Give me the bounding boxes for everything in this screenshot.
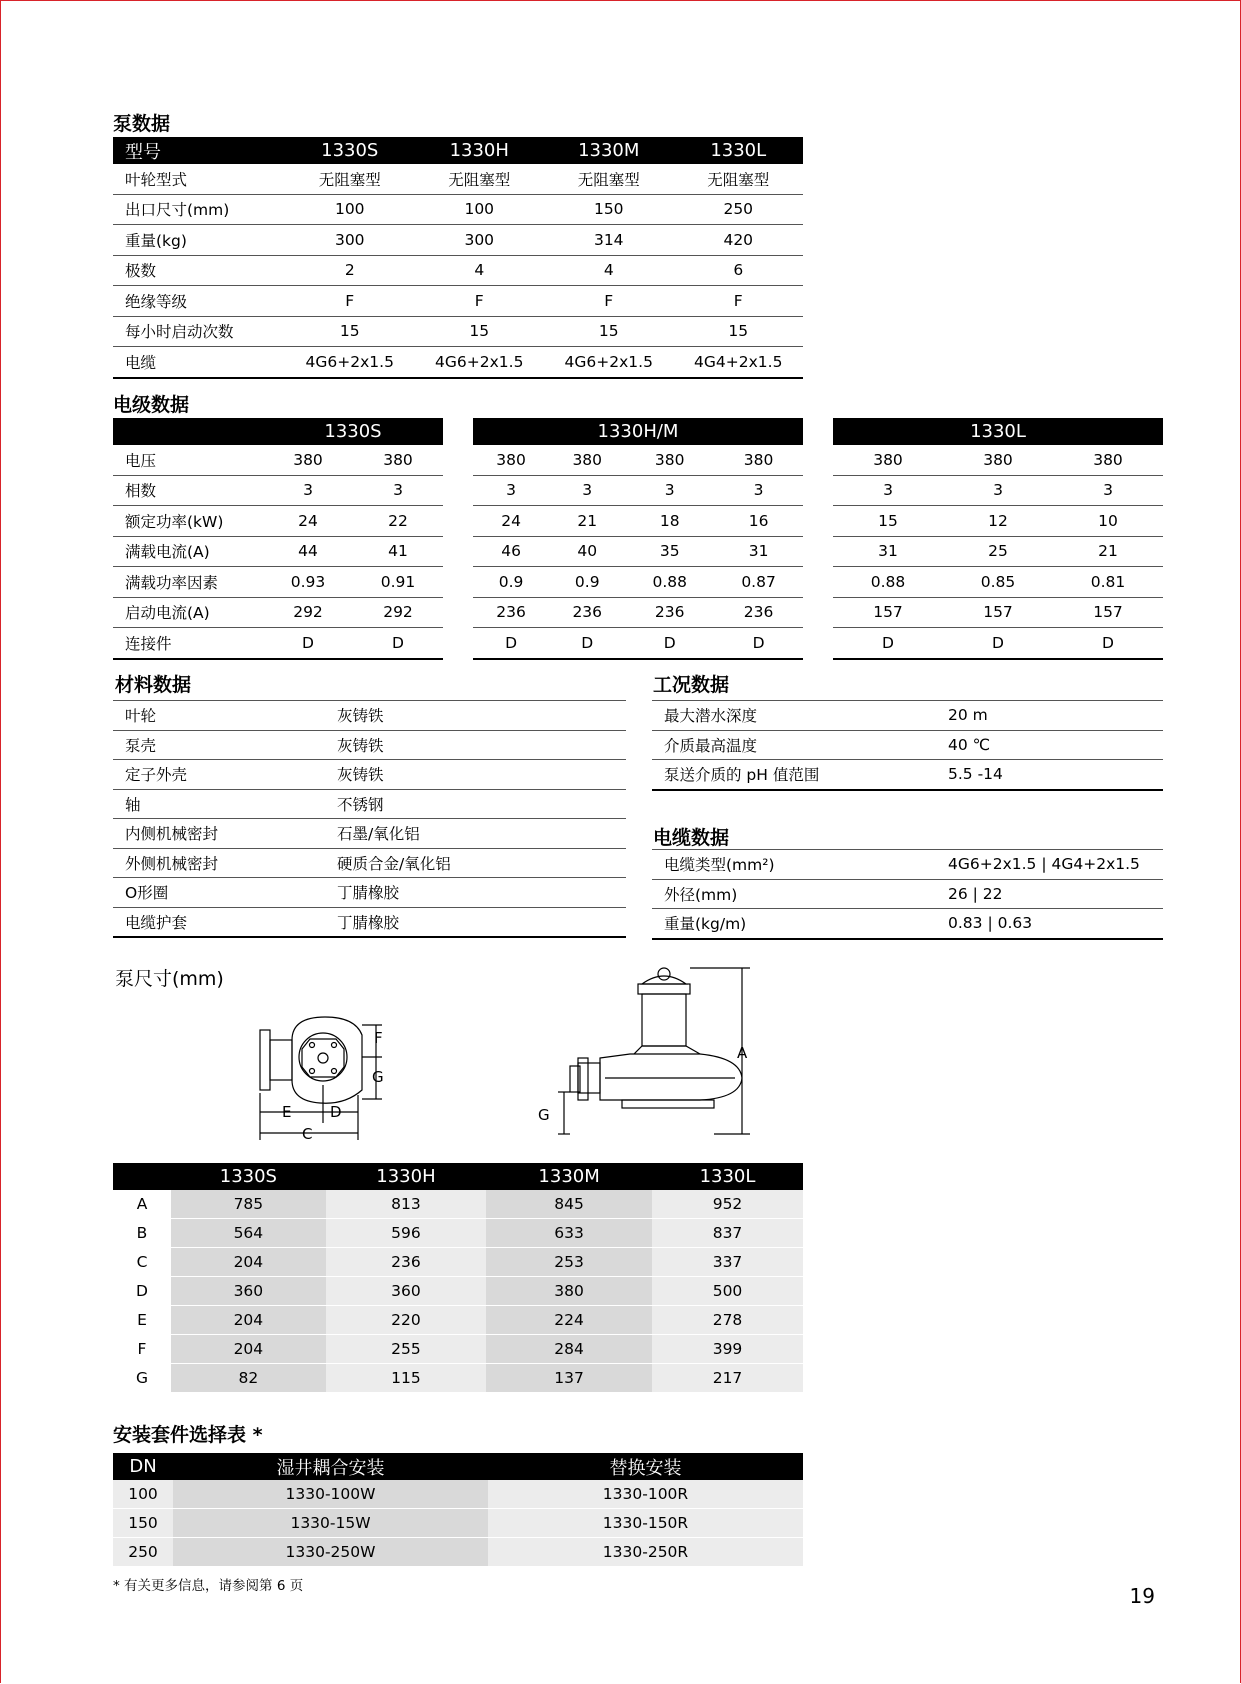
- table-cell: 157: [943, 597, 1053, 628]
- table-cell: 137: [486, 1364, 652, 1393]
- table-cell: 4: [415, 255, 545, 286]
- row-label: 极数: [113, 255, 285, 286]
- table-cell: 115: [326, 1364, 486, 1393]
- model-col: 1330S: [285, 137, 415, 164]
- table-cell: 12: [943, 506, 1053, 537]
- table-cell: 845: [486, 1190, 652, 1219]
- dimensions-title: 泵尺寸(mm): [115, 968, 224, 990]
- table-cell: 15: [833, 506, 943, 537]
- table-cell: 255: [326, 1335, 486, 1364]
- row-label: G: [113, 1364, 171, 1393]
- row-label: F: [113, 1335, 171, 1364]
- table-row: [113, 225, 803, 256]
- table-cell: D: [353, 628, 443, 659]
- table-cell: 4: [544, 255, 674, 286]
- table-cell: 3: [943, 475, 1053, 506]
- row-value: 20 m: [936, 701, 1163, 731]
- dim-label-g: G: [538, 1106, 550, 1124]
- table-cell: 15: [674, 316, 804, 347]
- row-label: 重量(kg/m): [652, 909, 936, 939]
- table-cell: 150: [544, 194, 674, 225]
- table-cell: 24: [473, 506, 549, 537]
- row-value: 0.83 | 0.63: [936, 909, 1163, 939]
- table-row: [113, 567, 443, 598]
- table-row: [113, 628, 443, 659]
- replacement-header: 替换安装: [488, 1453, 803, 1480]
- row-label: 电缆护套: [113, 907, 325, 937]
- table-cell: 157: [833, 597, 943, 628]
- table-cell: 596: [326, 1219, 486, 1248]
- dim-label-a: A: [737, 1044, 748, 1062]
- table-cell: 24: [263, 506, 353, 537]
- row-label: 相数: [113, 475, 263, 506]
- table-cell: 16: [714, 506, 803, 537]
- row-label: B: [113, 1219, 171, 1248]
- table-cell: 380: [833, 445, 943, 475]
- row-label: 出口尺寸(mm): [113, 194, 285, 225]
- table-cell: 236: [549, 597, 625, 628]
- electric-header: 1330L: [833, 418, 1163, 445]
- table-cell: D: [549, 628, 625, 659]
- row-label: 满载功率因素: [113, 567, 263, 598]
- footnote: * 有关更多信息，请参阅第 6 页: [113, 1578, 304, 1594]
- table-row: [833, 445, 1163, 475]
- table-row: [113, 475, 443, 506]
- table-row: [473, 475, 803, 506]
- model-col: 1330L: [674, 137, 804, 164]
- table-cell: F: [415, 286, 545, 317]
- table-row: [113, 701, 626, 731]
- table-cell: 300: [285, 225, 415, 256]
- wet-well-header: 湿井耦合安装: [173, 1453, 488, 1480]
- table-cell: 380: [353, 445, 443, 475]
- table-row: [113, 506, 443, 537]
- row-label: A: [113, 1190, 171, 1219]
- table-cell: 82: [171, 1364, 326, 1393]
- table-cell: 15: [285, 316, 415, 347]
- row-value: 5.5 -14: [936, 760, 1163, 790]
- row-label: 每小时启动次数: [113, 316, 285, 347]
- table-row: [113, 1248, 803, 1277]
- table-cell: 无阻塞型: [674, 164, 804, 194]
- electric-header: 1330H/M: [473, 418, 803, 445]
- table-row: [113, 1509, 803, 1538]
- row-label: 重量(kg): [113, 225, 285, 256]
- row-label: 满载电流(A): [113, 536, 263, 567]
- table-cell: 292: [353, 597, 443, 628]
- table-row: [113, 164, 803, 194]
- table-cell: 278: [652, 1306, 803, 1335]
- operating-table: [652, 700, 1163, 791]
- table-cell: 813: [326, 1190, 486, 1219]
- dim-label-c: C: [302, 1125, 313, 1143]
- dim-label-f: F: [374, 1029, 383, 1047]
- table-cell: 100: [415, 194, 545, 225]
- table-row: [113, 1190, 803, 1219]
- table-cell: 380: [549, 445, 625, 475]
- table-row: [473, 628, 803, 659]
- table-cell: 31: [714, 536, 803, 567]
- row-label: 泵壳: [113, 730, 325, 760]
- row-label: 绝缘等级: [113, 286, 285, 317]
- row-label: 泵送介质的 pH 值范围: [652, 760, 936, 790]
- model-header: 型号: [113, 137, 285, 164]
- table-row: [113, 445, 443, 475]
- table-cell: D: [1053, 628, 1163, 659]
- table-cell: 284: [486, 1335, 652, 1364]
- table-cell: 3: [714, 475, 803, 506]
- row-label: 介质最高温度: [652, 730, 936, 760]
- table-cell: 380: [943, 445, 1053, 475]
- cable-data-title: 电缆数据: [653, 827, 730, 849]
- table-row: [113, 789, 626, 819]
- table-cell: 224: [486, 1306, 652, 1335]
- table-row: [833, 536, 1163, 567]
- table-cell: 3: [1053, 475, 1163, 506]
- wet-well-cell: 1330-15W: [173, 1509, 488, 1538]
- table-row: [833, 567, 1163, 598]
- table-cell: 204: [171, 1335, 326, 1364]
- table-cell: 564: [171, 1219, 326, 1248]
- table-cell: 3: [263, 475, 353, 506]
- table-row: [833, 475, 1163, 506]
- electric-table-1330l: [833, 418, 1163, 660]
- replacement-cell: 1330-250R: [488, 1538, 803, 1567]
- table-row: [652, 701, 1163, 731]
- table-row: [473, 445, 803, 475]
- row-label: D: [113, 1277, 171, 1306]
- table-cell: D: [943, 628, 1053, 659]
- dim-label-g: G: [372, 1068, 384, 1086]
- table-cell: 25: [943, 536, 1053, 567]
- table-cell: 380: [263, 445, 353, 475]
- table-row: [113, 1335, 803, 1364]
- dim-model-col: 1330S: [171, 1163, 326, 1190]
- table-row: [113, 907, 626, 937]
- row-value: 灰铸铁: [325, 760, 626, 790]
- install-kit-title: 安装套件选择表 *: [113, 1424, 263, 1446]
- table-cell: 253: [486, 1248, 652, 1277]
- table-cell: 0.9: [473, 567, 549, 598]
- table-row: [113, 1277, 803, 1306]
- electric-table-1330hm: [473, 418, 803, 660]
- table-row: [652, 909, 1163, 939]
- table-cell: F: [674, 286, 804, 317]
- table-cell: D: [625, 628, 714, 659]
- table-row: [473, 567, 803, 598]
- row-label: O形圈: [113, 878, 325, 908]
- operating-data-title: 工况数据: [653, 674, 730, 696]
- page-number: 19: [1129, 1584, 1155, 1608]
- table-cell: 4G6+2x1.5: [544, 347, 674, 378]
- table-cell: 无阻塞型: [285, 164, 415, 194]
- table-cell: 236: [326, 1248, 486, 1277]
- table-row: [113, 1480, 803, 1509]
- table-cell: 360: [171, 1277, 326, 1306]
- pump-data-title: 泵数据: [113, 113, 171, 135]
- table-cell: 0.88: [625, 567, 714, 598]
- table-cell: 3: [833, 475, 943, 506]
- table-cell: 0.93: [263, 567, 353, 598]
- table-cell: F: [544, 286, 674, 317]
- table-cell: 380: [625, 445, 714, 475]
- replacement-cell: 1330-150R: [488, 1509, 803, 1538]
- dn-cell: 100: [113, 1480, 173, 1509]
- row-label: 外径(mm): [652, 879, 936, 909]
- table-cell: 0.91: [353, 567, 443, 598]
- row-value: 丁腈橡胶: [325, 878, 626, 908]
- table-cell: 2: [285, 255, 415, 286]
- row-label: 外侧机械密封: [113, 848, 325, 878]
- table-cell: 100: [285, 194, 415, 225]
- table-cell: D: [714, 628, 803, 659]
- table-cell: 18: [625, 506, 714, 537]
- table-row: [833, 506, 1163, 537]
- electric-data-title: 电级数据: [113, 394, 190, 416]
- table-row: [473, 597, 803, 628]
- table-row: [113, 1306, 803, 1335]
- table-row: [113, 760, 626, 790]
- cable-table: [652, 849, 1163, 940]
- table-row: [473, 506, 803, 537]
- table-row: [113, 347, 803, 378]
- table-row: [113, 819, 626, 849]
- table-row: [833, 597, 1163, 628]
- table-cell: 380: [473, 445, 549, 475]
- dim-model-col: 1330L: [652, 1163, 803, 1190]
- table-row: [652, 850, 1163, 880]
- table-cell: 4G6+2x1.5: [415, 347, 545, 378]
- row-value: 灰铸铁: [325, 701, 626, 731]
- table-row: [113, 878, 626, 908]
- row-value: 石墨/氧化铝: [325, 819, 626, 849]
- table-row: [833, 628, 1163, 659]
- table-cell: 292: [263, 597, 353, 628]
- row-label: 叶轮型式: [113, 164, 285, 194]
- row-label: 电缆类型(mm²): [652, 850, 936, 880]
- table-cell: 3: [473, 475, 549, 506]
- model-col: 1330H: [415, 137, 545, 164]
- row-label: 内侧机械密封: [113, 819, 325, 849]
- table-row: [652, 879, 1163, 909]
- table-cell: 0.88: [833, 567, 943, 598]
- table-cell: 31: [833, 536, 943, 567]
- table-cell: 314: [544, 225, 674, 256]
- row-value: 硬质合金/氧化铝: [325, 848, 626, 878]
- table-cell: F: [285, 286, 415, 317]
- table-row: [113, 597, 443, 628]
- table-row: [113, 536, 443, 567]
- table-cell: 360: [326, 1277, 486, 1306]
- table-cell: 21: [1053, 536, 1163, 567]
- table-cell: 22: [353, 506, 443, 537]
- electric-table-1330s: [113, 418, 443, 660]
- table-cell: 380: [486, 1277, 652, 1306]
- table-cell: 217: [652, 1364, 803, 1393]
- electric-header: 1330S: [263, 418, 443, 445]
- row-label: 轴: [113, 789, 325, 819]
- table-cell: 46: [473, 536, 549, 567]
- table-cell: 420: [674, 225, 804, 256]
- table-cell: 15: [544, 316, 674, 347]
- table-cell: 380: [1053, 445, 1163, 475]
- table-row: [473, 536, 803, 567]
- wet-well-cell: 1330-100W: [173, 1480, 488, 1509]
- table-row: [113, 1538, 803, 1567]
- table-cell: 157: [1053, 597, 1163, 628]
- table-cell: 10: [1053, 506, 1163, 537]
- table-cell: 0.85: [943, 567, 1053, 598]
- table-cell: 250: [674, 194, 804, 225]
- table-cell: 3: [353, 475, 443, 506]
- row-value: 丁腈橡胶: [325, 907, 626, 937]
- table-cell: 4G4+2x1.5: [674, 347, 804, 378]
- row-label: 连接件: [113, 628, 263, 659]
- table-row: [113, 1219, 803, 1248]
- table-cell: 40: [549, 536, 625, 567]
- table-cell: 633: [486, 1219, 652, 1248]
- row-label: C: [113, 1248, 171, 1277]
- table-cell: 4G6+2x1.5: [285, 347, 415, 378]
- table-cell: D: [833, 628, 943, 659]
- table-cell: 399: [652, 1335, 803, 1364]
- row-label: E: [113, 1306, 171, 1335]
- row-label: 最大潜水深度: [652, 701, 936, 731]
- table-cell: 3: [625, 475, 714, 506]
- install-kit-table: [113, 1453, 803, 1567]
- pump-top-view-diagram: [250, 1005, 400, 1145]
- table-row: [652, 760, 1163, 790]
- row-label: 叶轮: [113, 701, 325, 731]
- table-cell: 220: [326, 1306, 486, 1335]
- table-cell: 204: [171, 1306, 326, 1335]
- table-cell: 21: [549, 506, 625, 537]
- table-cell: 236: [473, 597, 549, 628]
- row-label: 电缆: [113, 347, 285, 378]
- table-row: [113, 286, 803, 317]
- row-value: 40 ℃: [936, 730, 1163, 760]
- table-row: [113, 194, 803, 225]
- dim-model-col: 1330M: [486, 1163, 652, 1190]
- table-cell: 952: [652, 1190, 803, 1219]
- table-row: [113, 255, 803, 286]
- wet-well-cell: 1330-250W: [173, 1538, 488, 1567]
- row-label: 电压: [113, 445, 263, 475]
- table-cell: 0.87: [714, 567, 803, 598]
- table-cell: 6: [674, 255, 804, 286]
- table-cell: 0.81: [1053, 567, 1163, 598]
- table-cell: 0.9: [549, 567, 625, 598]
- table-cell: 837: [652, 1219, 803, 1248]
- pump-side-view-diagram: [530, 958, 760, 1138]
- dn-cell: 150: [113, 1509, 173, 1538]
- table-cell: D: [263, 628, 353, 659]
- table-cell: 41: [353, 536, 443, 567]
- table-row: [113, 1364, 803, 1393]
- dim-model-col: 1330H: [326, 1163, 486, 1190]
- row-label: 额定功率(kW): [113, 506, 263, 537]
- table-row: [652, 730, 1163, 760]
- row-value: 4G6+2x1.5 | 4G4+2x1.5: [936, 850, 1163, 880]
- row-label: 启动电流(A): [113, 597, 263, 628]
- table-row: [113, 730, 626, 760]
- table-cell: 500: [652, 1277, 803, 1306]
- row-value: 不锈钢: [325, 789, 626, 819]
- table-cell: 204: [171, 1248, 326, 1277]
- table-cell: 44: [263, 536, 353, 567]
- table-row: [113, 848, 626, 878]
- row-label: 定子外壳: [113, 760, 325, 790]
- dn-cell: 250: [113, 1538, 173, 1567]
- material-table: [113, 700, 626, 938]
- row-value: 灰铸铁: [325, 730, 626, 760]
- table-cell: 35: [625, 536, 714, 567]
- table-cell: 15: [415, 316, 545, 347]
- table-cell: D: [473, 628, 549, 659]
- row-value: 26 | 22: [936, 879, 1163, 909]
- table-cell: 380: [714, 445, 803, 475]
- table-row: [113, 316, 803, 347]
- model-col: 1330M: [544, 137, 674, 164]
- dim-label-e: E: [282, 1103, 292, 1121]
- table-cell: 无阻塞型: [544, 164, 674, 194]
- table-cell: 785: [171, 1190, 326, 1219]
- table-cell: 3: [549, 475, 625, 506]
- material-data-title: 材料数据: [115, 674, 192, 696]
- table-cell: 无阻塞型: [415, 164, 545, 194]
- replacement-cell: 1330-100R: [488, 1480, 803, 1509]
- table-cell: 337: [652, 1248, 803, 1277]
- pump-data-table: [113, 137, 803, 379]
- dn-header: DN: [113, 1453, 173, 1480]
- dim-label-d: D: [330, 1103, 342, 1121]
- dimensions-table: [113, 1163, 803, 1393]
- table-cell: 236: [714, 597, 803, 628]
- table-cell: 300: [415, 225, 545, 256]
- table-cell: 236: [625, 597, 714, 628]
